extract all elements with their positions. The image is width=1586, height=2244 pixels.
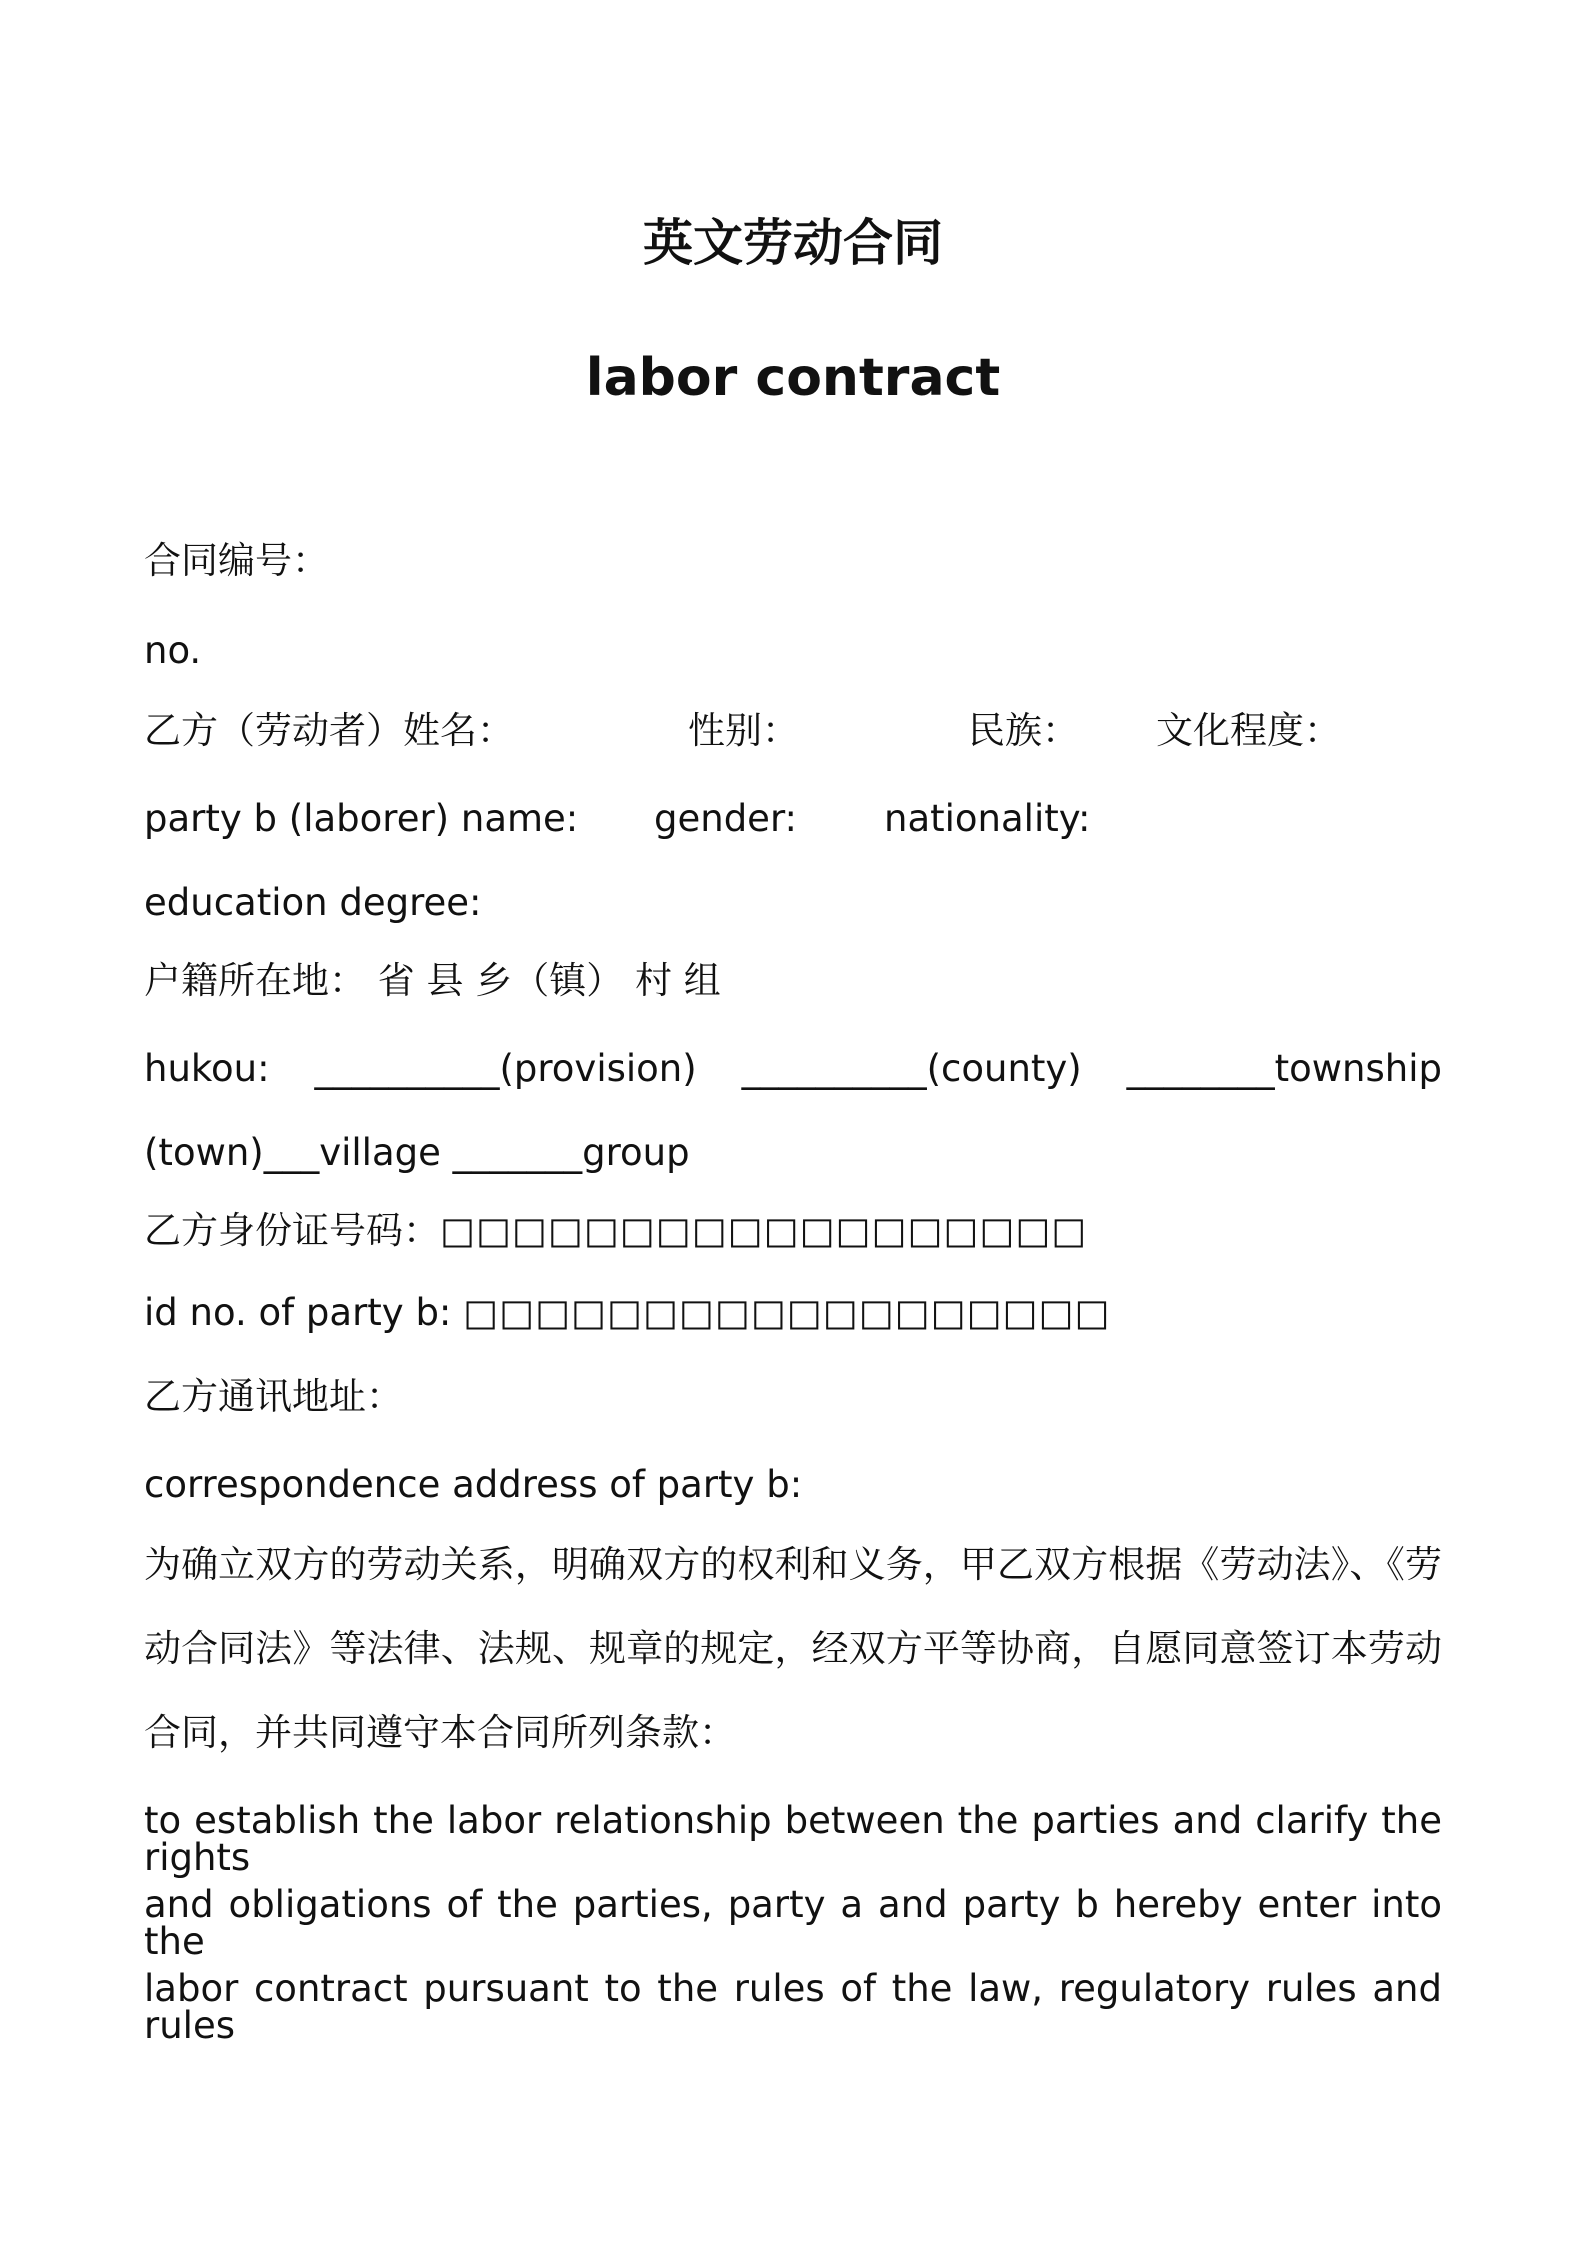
intro-en-line-1: to establish the labor relationship between the parties and clarify the rights: [144, 1799, 1442, 1879]
id-number-boxes-en: □□□□□□□□□□□□□□□□□□: [463, 1291, 1111, 1334]
intro-cn-line-3: 合同，并共同遵守本合同所列条款：: [144, 1711, 736, 1754]
id-number-label-cn-text: 乙方身份证号码：: [144, 1209, 440, 1252]
title-chinese: 英文劳动合同: [643, 214, 943, 272]
contract-number-label-cn: 合同编号：: [144, 539, 329, 582]
address-label-en: correspondence address of party b:: [144, 1463, 803, 1506]
party-b-gender-label-en: gender:: [654, 797, 797, 840]
hukou-label-en-line1: hukou: __________(provision) __________(county) ________township: [144, 1047, 1442, 1090]
party-b-nationality-label-en: nationality:: [884, 797, 1091, 840]
title-english: labor contract: [585, 348, 1001, 408]
intro-en-line-3: labor contract pursuant to the rules of the law, regulatory rules and rules: [144, 1967, 1442, 2047]
hukou-label-cn: 户籍所在地： 省 县 乡（镇） 村 组: [144, 959, 721, 1002]
party-b-gender-label-cn: 性别：: [688, 709, 799, 752]
contract-number-label-en: no.: [144, 629, 202, 672]
intro-cn-line-2: 动合同法》等法律、法规、规章的规定，经双方平等协商，自愿同意签订本劳动: [144, 1627, 1442, 1670]
party-b-education-label-cn: 文化程度：: [1156, 709, 1341, 752]
id-number-label-en-text: id no. of party b:: [144, 1291, 452, 1334]
party-b-name-label-cn: 乙方（劳动者）姓名：: [144, 709, 514, 752]
party-b-name-label-en: party b (laborer) name:: [144, 797, 579, 840]
address-label-cn: 乙方通讯地址：: [144, 1375, 403, 1418]
intro-cn-line-1: 为确立双方的劳动关系，明确双方的权利和义务，甲乙双方根据《劳动法》、《劳: [144, 1543, 1442, 1586]
party-b-education-label-en: education degree:: [144, 881, 482, 924]
id-number-label-en: [144, 1291, 1111, 1334]
intro-en-line-2: and obligations of the parties, party a and party b hereby enter into the: [144, 1883, 1442, 1963]
hukou-label-en-line2: (town)___village _______group: [144, 1131, 690, 1174]
id-number-boxes-cn: □□□□□□□□□□□□□□□□□□: [440, 1209, 1088, 1252]
id-number-label-cn: [144, 1209, 1088, 1252]
party-b-ethnicity-label-cn: 民族：: [968, 709, 1079, 752]
